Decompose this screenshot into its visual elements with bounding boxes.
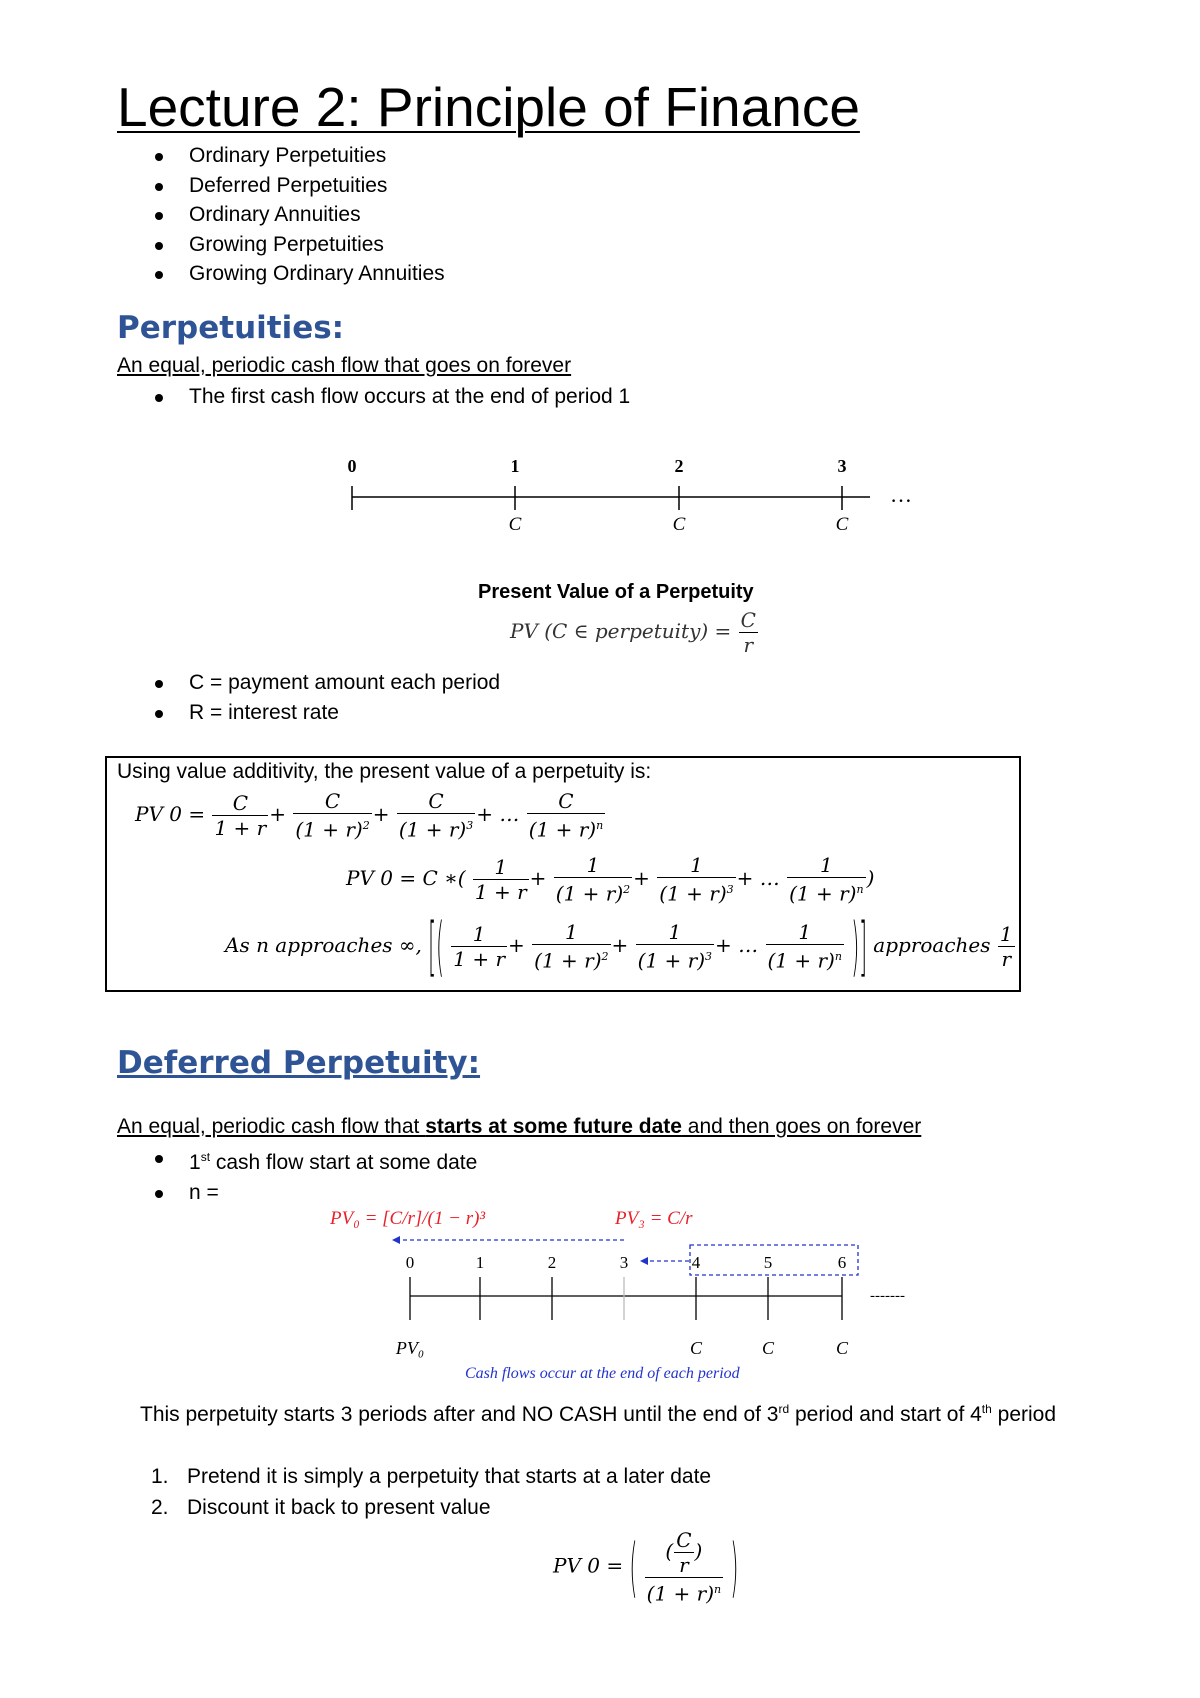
- continuation-dashes: -------: [870, 1288, 905, 1304]
- perpetuities-bullets: [117, 382, 630, 412]
- final-denominator: [645, 1578, 723, 1606]
- topic-list: [117, 141, 445, 289]
- close-bracket: )]: [851, 907, 867, 985]
- plus-sign: +: [508, 932, 525, 957]
- denominator: [397, 814, 475, 842]
- open-bracket: [(: [428, 907, 444, 985]
- term-fraction: [293, 789, 371, 842]
- cash-flow-label: C: [689, 1338, 703, 1358]
- final-numerator: ( $\frac{C}{r}$ ): [645, 1528, 723, 1578]
- limit-fraction: [998, 922, 1015, 971]
- b1-sup: st: [200, 1150, 211, 1164]
- term-fraction: [636, 920, 714, 973]
- cash-flow-label: C: [761, 1338, 775, 1358]
- tick-label: 1: [475, 1253, 485, 1272]
- tick-label: 1: [510, 456, 520, 476]
- tick-label: 2: [547, 1253, 557, 1272]
- pv0-label: PV 0 =: [135, 801, 206, 826]
- tick-label: 0: [405, 1253, 415, 1272]
- term-fraction: [212, 791, 268, 840]
- deferred-start-statement: [140, 1402, 1056, 1427]
- perpetuity-timeline: [330, 450, 920, 540]
- numerator: C: [293, 789, 371, 814]
- b1-post: cash flow start at some date: [210, 1151, 478, 1174]
- pv-formula-left: PV (C ∈ perpetuity) =: [510, 619, 732, 643]
- def-pre: An equal, periodic cash flow that: [117, 1115, 426, 1138]
- denominator: 1 + r: [214, 815, 267, 840]
- pv-denominator: r: [743, 633, 754, 657]
- term-fraction: [473, 855, 529, 904]
- tick-label: 2: [674, 456, 684, 476]
- exponent: n: [856, 883, 864, 896]
- tick-label: 6: [837, 1253, 847, 1272]
- denominator: [657, 878, 735, 906]
- ellipsis: …: [890, 482, 912, 507]
- list-item: Growing Perpetuities: [117, 230, 445, 260]
- exponent: 3: [726, 883, 734, 896]
- denominator: [527, 814, 605, 842]
- base: (1 + r): [555, 881, 624, 906]
- cash-flow-label: C: [672, 514, 686, 535]
- final-fraction: [645, 1528, 723, 1606]
- exponent: n: [596, 819, 604, 832]
- list-item: Ordinary Perpetuities: [117, 141, 445, 171]
- pv0-label: PV₀: [395, 1338, 425, 1358]
- dots: + …: [715, 932, 759, 957]
- cash-flow-label: C: [835, 514, 849, 535]
- final-label: PV 0 =: [553, 1553, 624, 1578]
- base: (1 + r): [528, 817, 597, 842]
- numerator: 1: [451, 922, 507, 947]
- as-n-label: As n approaches ∞,: [225, 932, 422, 957]
- numerator: C: [397, 789, 475, 814]
- denominator: [787, 878, 865, 906]
- limit-statement: [225, 907, 1016, 985]
- page-title: Lecture 2: Principle of Finance: [117, 76, 860, 138]
- plus-sign: +: [611, 932, 629, 957]
- diagram-caption: Cash flows occur at the end of each period: [465, 1365, 740, 1382]
- starts-pre: This perpetuity starts 3 periods after and NO CASH until the end of 3: [140, 1403, 779, 1426]
- starts-mid: period and start of 4: [789, 1403, 982, 1426]
- denominator: 1 + r: [474, 879, 527, 904]
- denominator: [293, 814, 371, 842]
- denominator: [532, 945, 610, 973]
- plus-sign: +: [269, 801, 286, 826]
- numerator: 1: [657, 853, 735, 878]
- denominator: 1 + r: [453, 946, 506, 971]
- close-paren: ): [730, 1528, 739, 1606]
- list-item: [117, 1143, 477, 1178]
- box-intro: Using value additivity, the present value of a perpetuity is:: [117, 760, 652, 783]
- denominator: r: [1001, 946, 1012, 971]
- inner-numerator: C: [676, 1528, 692, 1552]
- base: (1 + r): [637, 948, 706, 973]
- dots: + …: [476, 801, 520, 826]
- base: (1 + r): [767, 948, 835, 973]
- cash-flow-label: C: [508, 514, 522, 535]
- definitions-list: [117, 668, 500, 727]
- numerator: 1: [636, 920, 714, 945]
- base: (1 + r): [398, 817, 467, 842]
- deferred-heading: [117, 1045, 480, 1081]
- numerator: C: [527, 789, 605, 814]
- close-paren: ): [866, 865, 875, 890]
- perpetuities-definition: An equal, periodic cash flow that goes on forever: [117, 354, 572, 377]
- numerator: 1: [787, 853, 865, 878]
- exponent: 3: [466, 819, 474, 832]
- arrow-head: [640, 1257, 648, 1265]
- term-fraction: [527, 789, 605, 842]
- deferred-timeline: [320, 1200, 940, 1390]
- base: (1 + r): [659, 881, 727, 906]
- starts-sup2: th: [981, 1402, 992, 1416]
- pv-formula: [510, 608, 759, 657]
- exponent: 2: [362, 819, 370, 832]
- deferred-pv-formula: [553, 1528, 738, 1606]
- inner-fraction: [674, 1528, 693, 1577]
- starts-sup1: rd: [778, 1402, 790, 1416]
- open-paren: (: [629, 1528, 638, 1606]
- cash-flow-label: C: [835, 1338, 849, 1358]
- step-text: Pretend it is simply a perpetuity that starts at a later date: [187, 1465, 712, 1488]
- denominator: [554, 878, 632, 906]
- exponent: 2: [623, 883, 631, 896]
- perpetuities-heading: Perpetuities:: [117, 310, 345, 346]
- denominator: [636, 945, 714, 973]
- list-item: n =: [117, 1178, 477, 1208]
- term-fraction: [532, 920, 610, 973]
- base: (1 + r): [646, 1581, 715, 1606]
- pv-fraction: [739, 608, 758, 657]
- step-number: 2.: [151, 1496, 169, 1519]
- pv0-expansion: [135, 789, 606, 842]
- term-fraction: [766, 920, 844, 973]
- step-number: 1.: [151, 1465, 169, 1488]
- list-item: Growing Ordinary Annuities: [117, 259, 445, 289]
- plus-sign: +: [529, 865, 547, 890]
- tick-label: 3: [619, 1253, 629, 1272]
- list-item: R = interest rate: [117, 698, 500, 728]
- numerator: 1: [532, 920, 610, 945]
- b1-pre: 1: [189, 1151, 201, 1174]
- pv0c-label: PV 0 = C ∗(: [346, 865, 466, 890]
- deferred-bullets: [117, 1143, 477, 1207]
- list-item: [117, 1492, 711, 1523]
- deferred-heading-text: Deferred Perpetuity:: [117, 1045, 481, 1081]
- plus-sign: +: [372, 801, 390, 826]
- list-item: Ordinary Annuities: [117, 200, 445, 230]
- pv0-formula: PV₀ = [C/r]/(1 − r)³: [330, 1208, 486, 1229]
- inner-denominator: r: [679, 1553, 689, 1577]
- term-fraction: [787, 853, 865, 906]
- term-fraction: [657, 853, 735, 906]
- def-post: and then goes on forever: [681, 1115, 922, 1138]
- exponent: 3: [705, 950, 713, 963]
- term-fraction: [554, 853, 632, 906]
- list-item: [117, 1461, 711, 1492]
- list-item: The first cash flow occurs at the end of period 1: [117, 382, 630, 412]
- numerator: 1: [554, 853, 632, 878]
- term-fraction: [397, 789, 475, 842]
- def-bold: starts at some future date: [425, 1115, 682, 1138]
- exponent: n: [834, 950, 842, 963]
- base: (1 + r): [789, 881, 857, 906]
- denominator: [766, 945, 844, 973]
- perpetuity-box: [690, 1245, 858, 1275]
- pv-numerator: C: [740, 608, 756, 632]
- base: (1 + r): [295, 817, 363, 842]
- term-fraction: [451, 922, 507, 971]
- list-item: Deferred Perpetuities: [117, 171, 445, 201]
- tick-label: 5: [763, 1253, 773, 1272]
- tick-label: 4: [691, 1253, 701, 1272]
- exponent: 2: [601, 950, 609, 963]
- arrow-head: [392, 1236, 400, 1244]
- numerator: C: [212, 791, 268, 816]
- list-item: C = payment amount each period: [117, 668, 500, 698]
- approaches-label: approaches: [873, 932, 991, 957]
- starts-post: period: [991, 1403, 1057, 1426]
- numerator: 1: [473, 855, 529, 880]
- tick-label: 0: [347, 456, 357, 476]
- deferred-definition: [117, 1115, 921, 1139]
- base: (1 + r): [534, 948, 602, 973]
- pv3-formula: PV₃ = C/r: [615, 1208, 693, 1229]
- pv-title: Present Value of a Perpetuity: [478, 581, 754, 603]
- numerator: 1: [999, 921, 1013, 946]
- steps-list: [117, 1461, 711, 1523]
- exponent: n: [714, 1583, 722, 1596]
- plus-sign: +: [633, 865, 650, 890]
- step-text: Discount it back to present value: [187, 1496, 491, 1519]
- pv0-factored: [346, 853, 874, 906]
- dots: + …: [736, 865, 780, 890]
- numerator: 1: [766, 920, 844, 945]
- tick-label: 3: [837, 456, 847, 476]
